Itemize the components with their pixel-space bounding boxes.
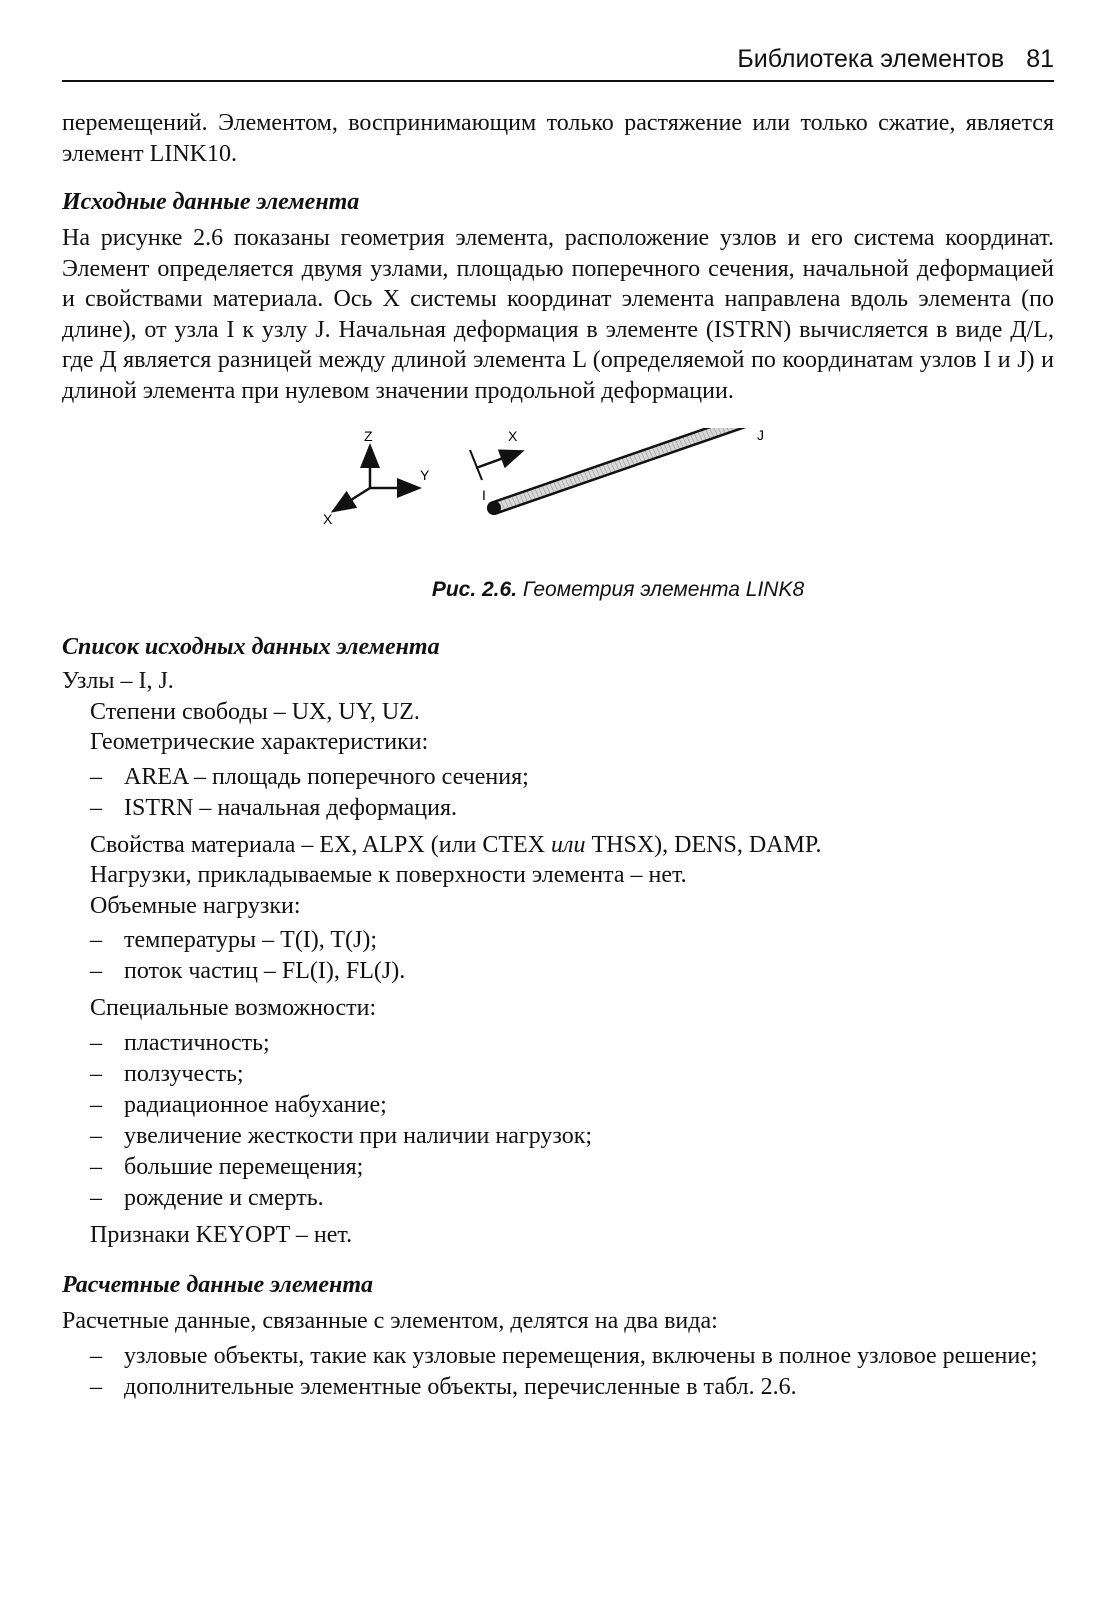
axis-z-label: Z [364, 428, 373, 444]
axis-y-label: Y [420, 467, 430, 483]
intro-paragraph: перемещений. Элементом, воспринимающим только растяжение или только сжатие, является элемент LINK10. [62, 110, 1054, 167]
output-list [62, 1341, 1054, 1403]
dof-line: Степени свободы – UX, UY, UZ. [90, 698, 420, 725]
list-item: – температуры – T(I), T(J); [62, 925, 1054, 956]
node-i [487, 501, 501, 515]
caption-label: Рис. 2.6. [431, 578, 518, 601]
special-list [62, 1028, 1054, 1214]
special-heading: Специальные возможности: [90, 995, 377, 1021]
list-item: – ползучесть; [62, 1059, 1054, 1090]
geom-heading: Геометрические характеристики: [90, 729, 429, 755]
output-data-heading: Расчетные данные элемента [62, 1272, 373, 1298]
node-j-label: J [757, 428, 764, 443]
input-list-heading: Список исходных данных элемента [62, 634, 440, 660]
running-header [62, 38, 1054, 82]
link8-geometry-diagram [312, 428, 872, 578]
input-list-section [62, 632, 1054, 1250]
header-title: Библиотека элементов [737, 44, 1005, 73]
list-item: – большие перемещения; [62, 1152, 1054, 1183]
material-line [90, 830, 1054, 861]
page-content [62, 108, 1054, 1409]
list-item: – ISTRN – начальная деформация. [62, 793, 1054, 824]
keyopt-line: Признаки KEYOPT – нет. [90, 1221, 353, 1248]
element-x-axis-line [476, 452, 520, 468]
material-prefix: Свойства материала – EX, ALPX (или CTEX [90, 831, 552, 858]
element-axis-x-label: X [508, 428, 518, 444]
list-item: – поток частиц – FL(I), FL(J). [62, 956, 1054, 987]
material-or: или [551, 831, 586, 858]
list-item: – радиационное набухание; [62, 1090, 1054, 1121]
figure-2-6 [62, 426, 1054, 626]
page-number: 81 [1026, 44, 1054, 73]
node-i-label: I [482, 487, 486, 503]
geom-list [62, 762, 1054, 824]
list-item: – узловые объекты, такие как узловые перемещения, включены в полное узловое решение; [62, 1341, 1054, 1372]
element-axis-tick [470, 450, 482, 480]
figure-caption [62, 578, 1054, 602]
body-loads-heading: Объемные нагрузки: [90, 892, 301, 919]
list-item: – увеличение жесткости при наличии нагрузок; [62, 1121, 1054, 1152]
list-item: – рождение и смерть. [62, 1183, 1054, 1214]
output-data-paragraph: Расчетные данные, связанные с элементом, делятся на два вида: [62, 1308, 718, 1334]
list-item: – AREA – площадь поперечного сечения; [62, 762, 1054, 793]
element-axis [470, 428, 520, 480]
global-axes [323, 428, 430, 527]
x-axis-line [335, 488, 370, 510]
body-loads-list [62, 925, 1054, 987]
material-suffix: THSX), DENS, DAMP. [585, 831, 822, 858]
list-item: – дополнительные элементные объекты, перечисленные в табл. 2.6. [62, 1372, 1054, 1403]
nodes-line: Узлы – I, J. [62, 668, 174, 694]
list-item: – пластичность; [62, 1028, 1054, 1059]
caption-text: Геометрия элемента LINK8 [522, 578, 805, 601]
surface-loads-line: Нагрузки, прикладываемые к поверхности элемента – нет. [90, 862, 687, 888]
axis-x-label: X [323, 511, 333, 527]
input-data-paragraph: На рисунке 2.6 показаны геометрия элемента, расположение узлов и его система координат. Элемент определяется двумя узлами, площадью поперечного сечения, начальной деформацией и свойствами материала. Ось X системы координат элемента направлена вдоль элемента (по длине), от узла I к узлу J. Начальная деформация в элементе (ISTRN) вычисляется в виде Д/L, где Д является разницей между длиной элемента L (определяемой по координатам узлов I и J) и длиной элемента при нулевом значении продольной деформации. [62, 225, 1054, 404]
input-data-heading: Исходные данные элемента [62, 189, 360, 215]
link-element [487, 428, 755, 515]
